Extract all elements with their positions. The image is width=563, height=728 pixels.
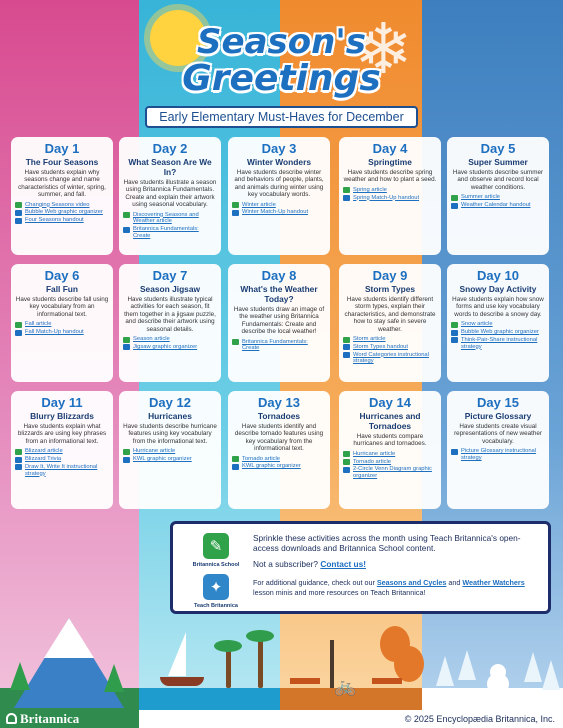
resource-link[interactable] — [123, 448, 217, 455]
autumn-tree-icon — [394, 646, 424, 682]
activity-description: Have students draw an image of the weather using Britannica Fundamentals: Create and describe the local weather! — [233, 306, 325, 336]
pine-tree-icon — [104, 664, 124, 692]
article-icon — [343, 187, 350, 193]
day-card — [339, 264, 441, 382]
activity-description: Have students create visual representations of new weather vocabulary. — [454, 423, 542, 445]
article-icon — [15, 202, 22, 208]
resource-link-label: KWL graphic organizer — [133, 456, 192, 463]
day-number: Day 11 — [41, 395, 83, 410]
palm-tree-icon — [226, 646, 231, 688]
britannica-school-label: Britannica School — [192, 562, 240, 568]
resource-link-list — [343, 336, 437, 365]
day-card — [11, 137, 113, 255]
activity-title: Winter Wonders — [247, 157, 311, 167]
activity-title: Hurricanes — [148, 411, 192, 421]
handout-icon — [343, 467, 350, 473]
resource-link[interactable] — [123, 336, 217, 343]
info-intro-text: Sprinkle these activities across the month using Teach Britannica's open-access downloads and Britannica School content. — [253, 533, 521, 553]
resource-link-label: Spring article — [353, 186, 387, 193]
activity-title: Picture Glossary — [464, 411, 532, 421]
resource-link-label: Summer article — [461, 194, 500, 201]
palm-leaf — [214, 640, 242, 652]
resource-link-label: Picture Glossary instructional strategy — [461, 448, 537, 462]
bench-icon — [290, 678, 320, 684]
resource-link-label: Fall article — [25, 321, 52, 328]
activity-description: Have students describe winter and behaviors of people, plants, and animals during winter using key vocabulary words. — [234, 169, 324, 199]
page-subtitle: Early Elementary Must-Haves for December — [145, 106, 418, 128]
activity-title: What Season Are We In? — [128, 157, 212, 177]
resource-link[interactable] — [451, 202, 545, 209]
resource-link-label: Snow article — [461, 321, 493, 328]
day-number: Day 2 — [152, 141, 188, 156]
resource-link[interactable] — [232, 209, 326, 216]
activity-title: The Four Seasons — [25, 157, 99, 167]
resource-link[interactable] — [451, 194, 545, 201]
article-icon — [232, 202, 239, 208]
resource-link-label: Blizzard article — [25, 448, 63, 455]
sailboat-icon — [168, 632, 186, 676]
resource-link-list — [123, 448, 217, 463]
resource-link-list — [123, 336, 217, 351]
teach-britannica-label: Teach Britannica — [194, 603, 238, 609]
day-number: Day 10 — [477, 268, 519, 283]
article-icon — [232, 339, 239, 345]
resource-link-list — [451, 448, 545, 462]
resource-link-list — [123, 212, 217, 240]
handout-icon — [15, 457, 22, 463]
resource-link[interactable] — [343, 336, 437, 343]
article-icon — [15, 322, 22, 328]
resource-link-label: Draw It, Write It instructional strategy — [25, 463, 98, 477]
resource-link-label: Blizzard Trivia — [25, 456, 62, 463]
mountain-snowcap — [44, 618, 94, 658]
resource-link[interactable] — [232, 463, 326, 470]
britannica-school-logo-icon[interactable]: ✎ — [203, 533, 229, 559]
teach-britannica-logo-icon[interactable]: ✦ — [203, 574, 229, 600]
article-icon — [451, 322, 458, 328]
resource-link-label: Britannica Fundamentals: Create — [133, 226, 199, 240]
page-title-line2: Greetings — [182, 58, 381, 99]
sea-illustration — [139, 688, 280, 710]
activity-title: Storm Types — [364, 284, 416, 294]
resource-link-label: Bubble Web graphic organizer — [461, 329, 539, 336]
resource-link[interactable] — [343, 459, 437, 466]
handout-icon — [123, 344, 130, 350]
day-number: Day 15 — [477, 395, 519, 410]
resource-link-label: 2-Circle Venn Diagram graphic organizer — [353, 466, 432, 480]
handout-icon — [123, 227, 130, 233]
activity-description: Have students illustrate typical activities for each season, fit them together in a jigsaw puzzle, and describe their artwork using seasonal details. — [124, 296, 216, 333]
day-number: Day 1 — [44, 141, 80, 156]
handout-icon — [343, 195, 350, 201]
handout-icon — [451, 203, 458, 209]
activity-description: Have students describe summer and observe and record local weather conditions. — [452, 169, 544, 191]
day-card — [119, 137, 221, 255]
page-title-line1: Season's — [197, 22, 366, 62]
snow-ground — [422, 688, 563, 710]
resource-link-list — [451, 194, 545, 209]
handout-icon — [451, 330, 458, 336]
resource-link-label: Hurricane article — [353, 450, 396, 457]
palm-leaf — [246, 630, 274, 642]
article-icon — [15, 449, 22, 455]
snowy-tree-icon — [524, 652, 542, 682]
resource-link[interactable] — [232, 339, 326, 353]
guidance-text-a: For additional guidance, check out our — [253, 578, 375, 587]
day-card — [339, 137, 441, 255]
resource-link-label: Think-Pair-Share instructional strategy — [461, 336, 538, 350]
resource-link-label: Tornado article — [242, 455, 281, 462]
resource-link[interactable] — [15, 217, 109, 224]
activity-title: Fall Fun — [45, 284, 79, 294]
day-number: Day 12 — [149, 395, 191, 410]
resource-link-label: Word Categories instructional strategy — [353, 351, 429, 365]
activity-title: Tornadoes — [257, 411, 301, 421]
pine-tree-icon — [10, 662, 30, 690]
resource-link[interactable] — [451, 321, 545, 328]
palm-tree-icon — [258, 636, 263, 688]
resource-link[interactable] — [343, 352, 437, 366]
resource-link-label: Discovering Seasons and Weather article — [133, 211, 199, 225]
day-number: Day 7 — [152, 268, 188, 283]
resource-link[interactable] — [451, 337, 545, 351]
resource-link[interactable] — [343, 466, 437, 480]
subscriber-line — [253, 559, 545, 569]
activity-description: Have students explain why seasons change and name characteristics of winter, spring, summer, and fall. — [18, 169, 106, 199]
resource-link-label: Hurricane article — [133, 448, 176, 455]
activity-title: Springtime — [368, 157, 412, 167]
resource-link[interactable] — [343, 451, 437, 458]
handout-icon — [451, 337, 458, 343]
day-number: Day 5 — [480, 141, 516, 156]
resource-link-label: Season article — [133, 336, 170, 343]
resource-link-label: Britannica Fundamentals: Create — [242, 338, 308, 352]
article-icon — [343, 459, 350, 465]
article-icon — [123, 337, 130, 343]
resource-link[interactable] — [15, 448, 109, 455]
resource-link[interactable] — [343, 344, 437, 351]
activity-description: Have students describe hurricane features using key vocabulary from the informational text. — [123, 423, 217, 445]
resource-link-list — [343, 187, 437, 202]
handout-icon — [15, 330, 22, 336]
resource-link-list — [451, 321, 545, 350]
day-card — [447, 391, 549, 509]
britannica-logo-icon — [6, 713, 17, 724]
resource-link-list — [343, 451, 437, 480]
resource-link-label: Bubble Web graphic organizer — [25, 209, 103, 216]
resource-link[interactable] — [123, 212, 217, 226]
activity-description: Have students describe fall using key vocabulary from an informational text. — [15, 296, 109, 318]
seasons-and-cycles-link[interactable]: Seasons and Cycles — [376, 578, 447, 587]
resource-link-label: Weather Calendar handout — [461, 202, 531, 209]
activity-description: Have students describe spring weather and how to plant a seed. — [343, 169, 437, 184]
day-number: Day 3 — [261, 141, 297, 156]
resource-link-label: Jigsaw graphic organizer — [133, 343, 198, 350]
snowy-tree-icon — [458, 650, 476, 680]
handout-icon — [343, 344, 350, 350]
resource-link-label: Four Seasons handout — [25, 217, 84, 224]
snowflake-icon: ❄ — [354, 8, 413, 90]
day-number: Day 8 — [261, 268, 297, 283]
activity-description: Have students identify and describe tornado features using key vocabulary from the informational text. — [234, 423, 324, 453]
resource-link[interactable] — [451, 329, 545, 336]
resource-link-label: Winter article — [242, 201, 276, 208]
copyright-text: © 2025 Encyclopædia Britannica, Inc. — [404, 714, 555, 724]
resource-link[interactable] — [451, 448, 545, 462]
day-card — [447, 264, 549, 382]
guidance-text-c: lesson minis and more resources on Teach Britannica! — [253, 587, 426, 597]
day-card — [11, 391, 113, 509]
subscriber-prompt: Not a subscriber? — [253, 559, 319, 569]
handout-icon — [451, 449, 458, 455]
resource-link[interactable] — [123, 226, 217, 240]
resource-link-label: Tornado article — [353, 458, 392, 465]
snowman-icon — [490, 664, 506, 680]
resource-link-list — [232, 456, 326, 471]
boat-hull — [160, 677, 204, 686]
info-box — [170, 521, 551, 614]
activity-title: Hurricanes and Tornadoes — [359, 411, 421, 431]
resource-link-list — [232, 339, 326, 353]
handout-icon — [343, 352, 350, 358]
resource-link[interactable] — [232, 456, 326, 463]
activity-description: Have students identify different storm types, explain their characteristics, and demonstrate how to stay safe in severe weather. — [344, 296, 436, 333]
handout-icon — [123, 457, 130, 463]
handout-icon — [232, 464, 239, 470]
resource-link[interactable] — [123, 456, 217, 463]
guidance-text — [253, 578, 545, 597]
activity-description: Have students explain what blizzards are using key phrases from an informational text. — [17, 423, 107, 445]
resource-link-label: KWL graphic organizer — [242, 463, 301, 470]
day-card — [11, 264, 113, 382]
resource-link[interactable] — [123, 344, 217, 351]
activity-description: Have students explain how snow forms and use key vocabulary words to describe a snowy day. — [452, 296, 544, 318]
article-icon — [343, 451, 350, 457]
resource-link-label: Changing Seasons video — [25, 201, 90, 208]
handout-icon — [15, 210, 22, 216]
activity-description: Have students compare hurricanes and tornadoes. — [353, 433, 427, 448]
article-icon — [123, 212, 130, 218]
bicycle-icon: 🚲 — [334, 676, 357, 697]
day-card — [228, 264, 330, 382]
weather-watchers-link[interactable]: Weather Watchers — [462, 578, 525, 587]
footer-brand[interactable]: Britannica — [20, 711, 80, 726]
handout-icon — [15, 218, 22, 224]
activity-title: Super Summer — [468, 157, 528, 167]
article-icon — [123, 449, 130, 455]
activity-title: Blurry Blizzards — [30, 411, 94, 421]
resource-link-label: Storm Types handout — [353, 343, 408, 350]
article-icon — [451, 195, 458, 201]
activity-title: Season Jigsaw — [139, 284, 201, 294]
day-number: Day 6 — [44, 268, 80, 283]
day-number: Day 13 — [258, 395, 300, 410]
snowy-tree-icon — [436, 656, 454, 686]
day-number: Day 14 — [369, 395, 411, 410]
resource-link-list — [15, 202, 109, 224]
snowy-tree-icon — [542, 660, 560, 690]
day-card — [339, 391, 441, 509]
handout-icon — [15, 464, 22, 470]
guidance-text-b: and — [448, 578, 461, 587]
resource-link[interactable] — [232, 202, 326, 209]
resource-link[interactable] — [15, 464, 109, 478]
activity-title: What's the Weather Today? — [240, 284, 318, 304]
article-icon — [343, 337, 350, 343]
activity-description: Have students illustrate a season using Britannica Fundamentals. Create and explain their artwork using seasonal vocabulary. — [123, 179, 217, 209]
day-card — [119, 391, 221, 509]
day-card — [447, 137, 549, 255]
day-number: Day 4 — [372, 141, 408, 156]
contact-us-link[interactable]: Contact us! — [320, 559, 366, 569]
day-card — [228, 137, 330, 255]
resource-link[interactable] — [15, 329, 109, 336]
resource-link[interactable] — [15, 456, 109, 463]
activity-title: Snowy Day Activity — [459, 284, 537, 294]
handout-icon — [232, 210, 239, 216]
resource-link[interactable] — [343, 187, 437, 194]
resource-link[interactable] — [15, 202, 109, 209]
resource-link-label: Spring Match-Up handout — [353, 194, 420, 201]
day-number: Day 9 — [372, 268, 408, 283]
day-card — [119, 264, 221, 382]
bench-icon — [372, 678, 402, 684]
resource-link-list — [15, 448, 109, 477]
day-card — [228, 391, 330, 509]
resource-link-label: Winter Match-Up handout — [242, 209, 309, 216]
resource-link-list — [232, 202, 326, 217]
resource-link-label: Fall Match-Up handout — [25, 329, 84, 336]
resource-link[interactable] — [343, 195, 437, 202]
resource-link[interactable] — [15, 321, 109, 328]
resource-link[interactable] — [15, 209, 109, 216]
article-icon — [232, 456, 239, 462]
resource-link-label: Storm article — [353, 336, 386, 343]
resource-link-list — [15, 321, 109, 336]
